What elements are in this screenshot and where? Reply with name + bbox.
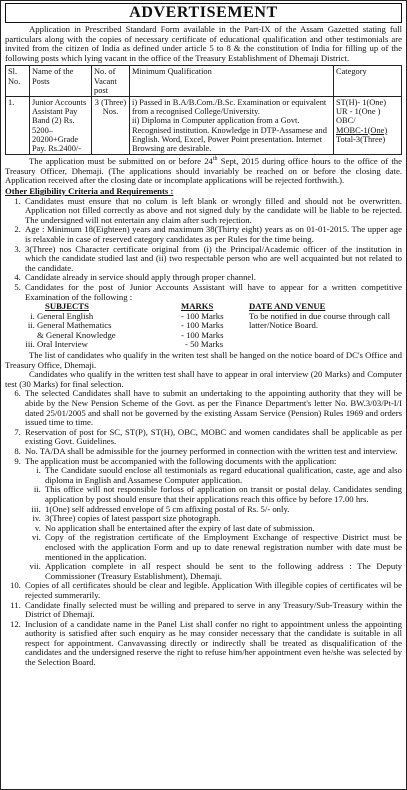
marks-item: - 100 Marks bbox=[181, 320, 224, 331]
qualify-paragraph: Candidates who qualify in the written test shall have to appear in oral interview (20 Marks) and Computer test (30 Marks) for final selection. bbox=[5, 369, 402, 389]
document-item: vii. Application complete in all respect should be sent to the following address : The Deputy Commissioner (Treasury Establishment), Dhemaji. bbox=[43, 562, 402, 581]
marks-item: - 50 Marks bbox=[185, 339, 224, 350]
criteria-item-text: The application must be accompanied with the following documents with the application: bbox=[25, 455, 337, 466]
subject-item: & General Knowledge bbox=[37, 329, 116, 340]
criteria-item: 11. Candidate finally selected must be willing and prepared to serve in any Treasury/Sub-Treasury within the District of Dhemaji. bbox=[23, 601, 402, 620]
list-paragraph: The list of candidates who qualify in the writen test shall be hanged on the notice board of DC's Office and Treasury Office, Dhemaji. bbox=[5, 350, 402, 370]
header-sl: Sl. No. bbox=[6, 66, 30, 97]
table-row bbox=[6, 96, 402, 154]
cell-category bbox=[334, 96, 402, 154]
submission-text: Sept, 2015 during office hours to the office of the Treasury Officer, Dhemaji. (The applications should invariably be reached on or before the closing date. Application received after the closing date or incomplate applications will be rejected forthwith.). bbox=[5, 156, 402, 186]
cell-sl: 1. bbox=[6, 96, 30, 154]
document-item: v. No application shall be entertained after the expiry of last date of submission. bbox=[43, 524, 402, 534]
venue-heading: DATE AND VENUE bbox=[249, 301, 326, 312]
criteria-item: 1. Candidates must ensure that no colum is left blank or wrongly filled and should not be overwritten. Application not filled correctly as above and not signed duly by the candidate will be liable to be rejected. The undersigned will not entertain any claim after such rejection. bbox=[23, 197, 402, 226]
criteria-item: 8. No. TA/DA shall be admissible for the journey performed in connection with the written test and interview. bbox=[23, 447, 402, 457]
qualification-line-2: ii) Diploma in Computer application from a Govt. Recognised institution. Knowledge in DTP-Assamese and English. Word, Excel, Power Point presentation. Internet Browsing are desirable. bbox=[132, 116, 327, 153]
cell-qualification bbox=[130, 96, 334, 154]
header-post: Name of the Posts bbox=[30, 66, 92, 97]
subjects-heading: SUBJECTS bbox=[45, 301, 89, 312]
document-item: ii. This office will not responsible forloss of application on transit or postal delay. Candidates sending application by post should ensure that their applications reach this office by before 17.00 hrs. bbox=[43, 485, 402, 504]
category-line: UR - 1(One ) bbox=[336, 107, 381, 117]
header-vacant: No. of Vacant post bbox=[92, 66, 130, 97]
page-title: ADVERTISEMENT bbox=[5, 3, 402, 23]
criteria-item: 6. The selected Candidates shall have to submit an undertaking to the appointing authority that they will be abide by the New Pension Scheme of the Govt. as per the Finance Department's letter No. BW.3/03/Pt-I/I dated 25/01/2005 and shall not be governed by the existing Assam Service (Pension) Rules 1969 and orders issued time to time. bbox=[23, 389, 402, 427]
criteria-item: 2. Age : Minimum 18(Eighteen) years and maximum 38(Thirty eight) years as on 01-01-2015. The upper age is relaxable in case of reserved category candidates as per Rules for the time being. bbox=[23, 225, 402, 244]
subjects-block bbox=[15, 302, 402, 350]
marks-item: - 100 Marks bbox=[181, 310, 224, 321]
qualification-line-1: i) Passed in B.A/B.Com./B.Sc. Examination or equivalent from a recognised College/University. bbox=[132, 97, 327, 117]
document-item: iv. 3(Three) copies of latest passport size photograph. bbox=[43, 514, 402, 524]
criteria-item: 12. Inclusion of a candidate name in the Panel List shall confer no right to appointment unless the appointing authority is satisfied after such enquiry as he may consider necessary that the candidate is suitable in all respect for appointment. Canvavassing directly or indirectly shall be treated as disqualification of the candidates and the undersigned reserve the right to refuse him/her appointment even he/she was selected by the Selection Board. bbox=[23, 620, 402, 668]
criteria-item: 5. Candidates for the post of Junior Accounts Assistant will have to appear for a written competitive Examination of the following : bbox=[23, 283, 402, 302]
documents-list bbox=[25, 466, 402, 581]
cell-vacant: 3 (Three) Nos. bbox=[92, 96, 130, 154]
cell-post: Junior Accounts Assistant Pay Band (2) Rs. 5200– 20200+Grade Pay. Rs.2400/- bbox=[30, 96, 92, 154]
criteria-item: 10. Copies of all certificates should be clear and legible. Application With illegible copies of certificates wil be rejected summerarily. bbox=[23, 581, 402, 600]
vacancy-table bbox=[5, 65, 402, 155]
document-item: vi. Copy of the registration certificate of the Employment Exchange of respective District must be enclosed with the application Form and up to date renewal registration number with date must be mentioned in the application. bbox=[43, 533, 402, 562]
submission-paragraph bbox=[5, 157, 402, 186]
criteria-list-2 bbox=[5, 389, 402, 667]
intro-paragraph: Application in Prescribed Standard Form available in the Part-IX of the Assam Gazetted stating full particulars along with the copies of necessary certificate of educational qualification and other testimonials are invited from the citizen of India as defined under article 5 to 8 & the constitution of India for filling up of the following posts which lying vacant in the office of the Treasury Establishment of Dhemaji District. bbox=[5, 24, 402, 63]
criteria-item: 7. Reservation of post for SC, ST(P), ST(H), OBC, MOBC and women candidates shall be applicable as per existing Govt. Guidelines. bbox=[23, 428, 402, 447]
subjects-list bbox=[15, 312, 175, 350]
submission-text: The application must be submitted on or before 24 bbox=[29, 156, 213, 167]
criteria-item: 3. 3(Three) nos Character certificate original from (i) the Principal/Academic officer of the institution in which the candidate studied last and (ii) two respectable person who are well acquainted but not related to the candidate. bbox=[23, 245, 402, 274]
criteria-item bbox=[23, 457, 402, 582]
category-line: Total-3(Three) bbox=[336, 134, 386, 144]
criteria-heading: Other Eligibility Criteria and Requirements : bbox=[5, 185, 174, 196]
document-item: i. The Candidate suould enclose all testimonials as regard educational qualification, caste, age and also diploma in English and Assamese Computer application. bbox=[43, 466, 402, 485]
marks-list bbox=[181, 312, 243, 350]
document-item: iii. 1(One) self addressed envelope of 5 cm affixing postal of Rs. 5/- only. bbox=[43, 505, 402, 515]
criteria-list bbox=[5, 197, 402, 303]
category-line: MOBC-1(One) bbox=[336, 125, 388, 135]
marks-heading: MARKS bbox=[181, 301, 214, 312]
subject-item: iii. Oral Interview bbox=[37, 340, 175, 350]
header-category: Category bbox=[334, 66, 402, 97]
venue-text: To be notified in due course through call latter/Notice Board. bbox=[249, 310, 391, 331]
category-line: OBC/ bbox=[336, 116, 356, 126]
category-line: ST(H)- 1(One) bbox=[336, 97, 387, 107]
table-header-row bbox=[6, 66, 402, 97]
subject-item: ii. General Mathematics bbox=[37, 321, 175, 331]
submission-sup: th bbox=[212, 156, 218, 163]
subject-item: i. General English bbox=[37, 312, 175, 322]
criteria-item: 4. Candidate already in service should apply through proper channel. bbox=[23, 273, 402, 283]
marks-item: - 100 Marks bbox=[181, 329, 224, 340]
header-qualification: Minimum Qualification bbox=[130, 66, 334, 97]
